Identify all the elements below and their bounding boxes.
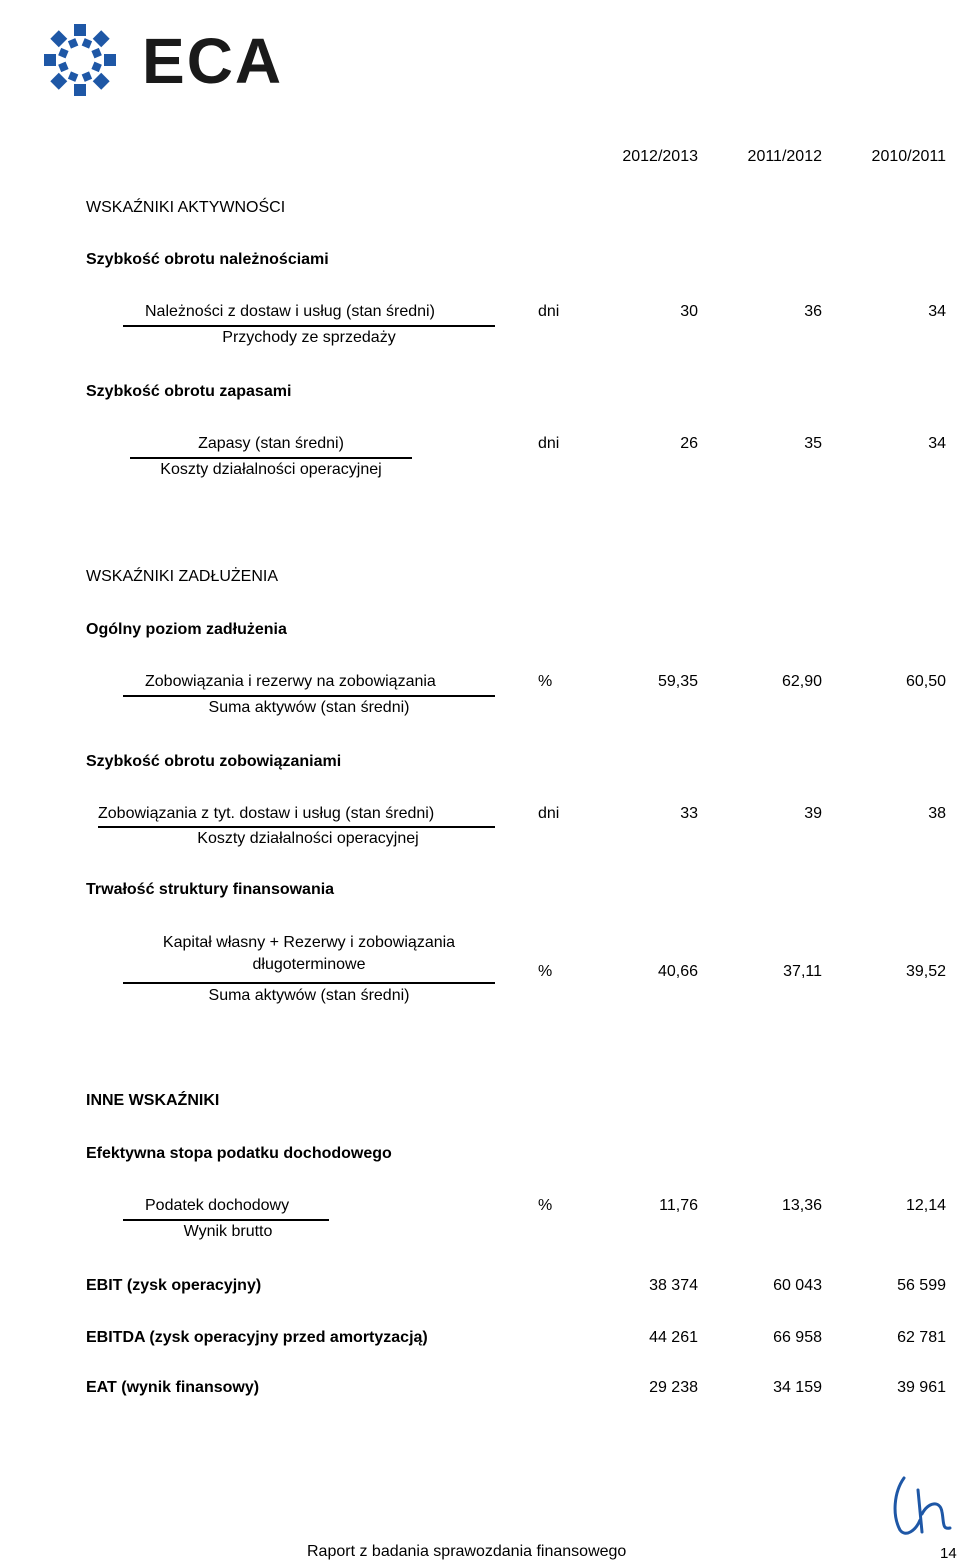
section-title-debt: WSKAŹNIKI ZADŁUŻENIA: [86, 568, 279, 585]
value-payables-3: 38: [928, 805, 946, 822]
value-financing-1: 40,66: [657, 963, 698, 980]
value-inventory-1: 26: [680, 435, 698, 452]
value-ebit-2: 60 043: [773, 1277, 822, 1294]
unit-inventory: dni: [538, 435, 560, 452]
section-title-activity: WSKAŹNIKI AKTYWNOŚCI: [86, 199, 286, 216]
value-ebitda-3: 62 781: [897, 1329, 946, 1346]
value-ebit-1: 38 374: [649, 1277, 698, 1294]
eca-logo: [40, 20, 284, 100]
value-debt-level-1: 59,35: [657, 673, 698, 690]
numerator-inventory: Zapasy (stan średni): [198, 435, 344, 452]
label-ebitda: EBITDA (zysk operacyjny przed amortyzacją): [86, 1329, 428, 1346]
value-ebit-3: 56 599: [897, 1277, 946, 1294]
fraction-line: [123, 695, 495, 697]
year-header-2: 2011/2012: [747, 148, 822, 165]
value-eat-3: 39 961: [897, 1379, 946, 1396]
label-ebit: EBIT (zysk operacyjny): [86, 1277, 262, 1294]
footer-page-number: 14: [940, 1545, 957, 1562]
value-payables-2: 39: [804, 805, 822, 822]
ratio-title-tax-rate: Efektywna stopa podatku dochodowego: [86, 1145, 392, 1162]
value-inventory-2: 35: [804, 435, 822, 452]
unit-tax-rate: %: [538, 1197, 553, 1214]
numerator-receivables: Należności z dostaw i usług (stan średni): [145, 303, 435, 320]
value-tax-rate-2: 13,36: [781, 1197, 822, 1214]
numerator-debt-level: Zobowiązania i rezerwy na zobowiązania: [145, 673, 436, 690]
fraction-line: [123, 982, 495, 984]
unit-debt-level: %: [538, 673, 553, 690]
ratio-title-receivables: Szybkość obrotu należnościami: [86, 251, 329, 268]
numerator-tax-rate: Podatek dochodowy: [145, 1197, 290, 1214]
value-tax-rate-3: 12,14: [905, 1197, 946, 1214]
value-debt-level-3: 60,50: [905, 673, 946, 690]
value-receivables-3: 34: [928, 303, 946, 320]
logo-star-icon: [40, 20, 120, 100]
value-inventory-3: 34: [928, 435, 946, 452]
denominator-debt-level: Suma aktywów (stan średni): [208, 699, 410, 716]
value-ebitda-1: 44 261: [649, 1329, 698, 1346]
value-financing-2: 37,11: [783, 963, 822, 980]
signature-mark: [886, 1470, 956, 1540]
unit-payables: dni: [538, 805, 560, 822]
value-tax-rate-1: 11,76: [659, 1197, 698, 1214]
value-ebitda-2: 66 958: [773, 1329, 822, 1346]
logo-text: ECA: [142, 25, 284, 97]
value-receivables-1: 30: [680, 303, 698, 320]
label-eat: EAT (wynik finansowy): [86, 1379, 260, 1396]
value-payables-1: 33: [680, 805, 698, 822]
fraction-line: [123, 325, 495, 327]
fraction-line: [123, 1219, 329, 1221]
denominator-financing: Suma aktywów (stan średni): [208, 987, 410, 1004]
denominator-tax-rate: Wynik brutto: [183, 1223, 273, 1240]
footer-report-title: Raport z badania sprawozdania finansowego: [307, 1543, 627, 1560]
value-receivables-2: 36: [804, 303, 822, 320]
denominator-inventory: Koszty działalności operacyjnej: [160, 461, 382, 478]
numerator-financing-line2: długoterminowe: [252, 956, 366, 973]
fraction-line: [130, 457, 412, 459]
ratio-title-debt-level: Ogólny poziom zadłużenia: [86, 621, 287, 638]
denominator-payables: Koszty działalności operacyjnej: [197, 830, 419, 847]
value-debt-level-2: 62,90: [781, 673, 822, 690]
ratio-title-financing: Trwałość struktury finansowania: [86, 881, 335, 898]
ratio-title-inventory: Szybkość obrotu zapasami: [86, 383, 292, 400]
section-title-other: INNE WSKAŹNIKI: [86, 1092, 220, 1109]
unit-financing: %: [538, 963, 553, 980]
year-header-3: 2010/2011: [871, 148, 946, 165]
denominator-receivables: Przychody ze sprzedaży: [222, 329, 396, 346]
year-header-1: 2012/2013: [622, 148, 698, 165]
ratio-title-payables: Szybkość obrotu zobowiązaniami: [86, 753, 342, 770]
value-eat-1: 29 238: [649, 1379, 698, 1396]
numerator-financing-line1: Kapitał własny + Rezerwy i zobowiązania: [162, 934, 456, 951]
fraction-line: [98, 826, 495, 828]
value-eat-2: 34 159: [773, 1379, 822, 1396]
value-financing-3: 39,52: [905, 963, 946, 980]
numerator-payables: Zobowiązania z tyt. dostaw i usług (stan średni): [98, 805, 435, 822]
unit-receivables: dni: [538, 303, 560, 320]
